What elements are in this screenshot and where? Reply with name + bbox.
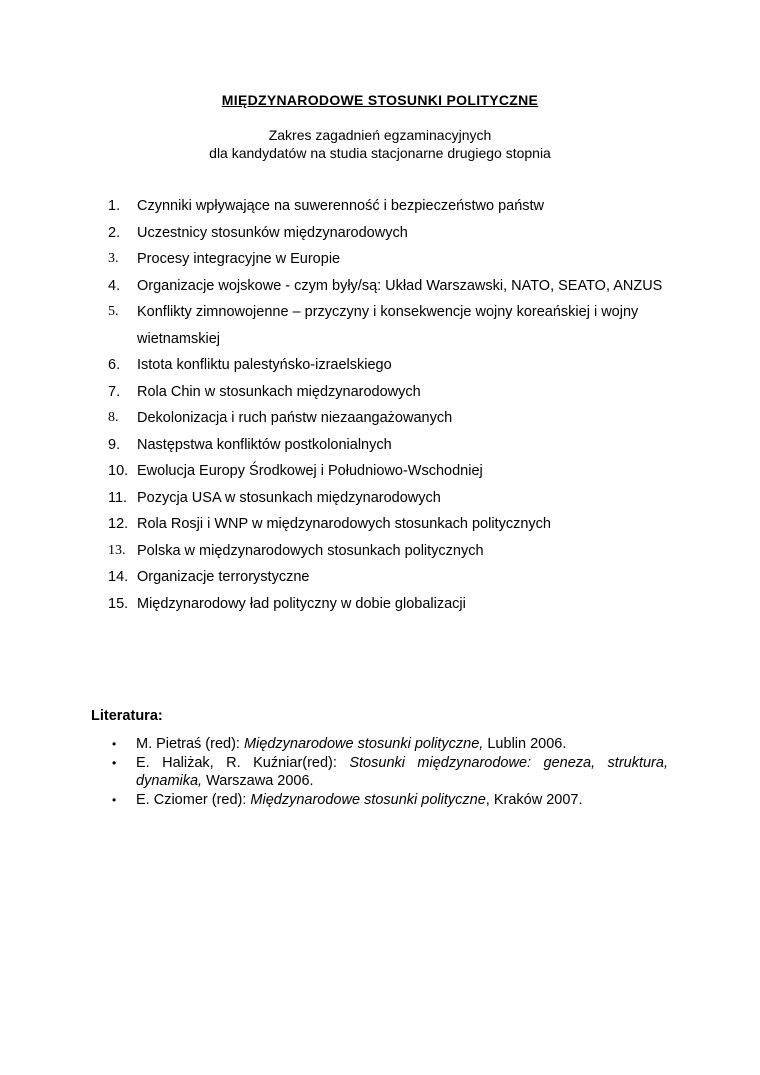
reference-publication: , Kraków 2007. [485, 792, 583, 808]
topic-item [108, 299, 683, 352]
topic-item [108, 591, 683, 618]
topic-item [108, 193, 683, 220]
reference-text [136, 791, 668, 809]
topic-number: 5. [108, 304, 119, 319]
topic-number: 14. [108, 569, 129, 585]
topic-item [108, 273, 683, 300]
topic-text: Ewolucja Europy Środkowej i Południowo-Wschodniej [137, 463, 483, 479]
topic-item [108, 405, 683, 432]
literature-item [112, 754, 668, 790]
topic-number: 6. [108, 357, 121, 373]
topic-number: 13. [108, 542, 126, 558]
topic-number: 15. [108, 595, 129, 612]
topic-item [108, 485, 683, 512]
topic-number: 10. [108, 463, 129, 479]
subtitle-line-1: Zakres zagadnień egzaminacyjnych [268, 127, 492, 143]
topic-text: Dekolonizacja i ruch państw niezaangażowanych [137, 410, 453, 426]
topic-item [108, 220, 683, 247]
topic-number: 4. [108, 277, 121, 294]
topic-item [108, 379, 683, 406]
topic-text: Procesy integracyjne w Europie [137, 251, 341, 267]
bullet-icon: • [112, 756, 117, 770]
topic-number: 1. [108, 198, 121, 214]
reference-author: M. Pietraś (red): [136, 736, 244, 752]
reference-author: E. Cziomer (red): [136, 792, 251, 808]
topic-text: Następstwa konfliktów postkolonialnych [137, 436, 392, 453]
reference-publication: Lublin 2006. [483, 736, 567, 752]
topic-text: Organizacje wojskowe - czym były/są: Układ Warszawski, NATO, SEATO, ANZUS [137, 277, 663, 294]
topic-number: 11. [108, 489, 128, 506]
topic-text: Międzynarodowy ład polityczny w dobie globalizacji [137, 595, 466, 612]
topic-item [108, 538, 683, 565]
topic-item [108, 511, 683, 538]
reference-author: E. Haliżak, R. Kuźniar(red): [136, 755, 350, 771]
topic-item [108, 352, 683, 379]
literature-item [112, 791, 668, 809]
reference-publication: Warszawa 2006. [202, 773, 314, 789]
topic-text: Rola Rosji i WNP w międzynarodowych stosunkach politycznych [137, 516, 551, 532]
document-title: MIĘDZYNARODOWE STOSUNKI POLITYCZNE [221, 92, 539, 108]
topic-number: 9. [108, 436, 121, 453]
reference-title: Międzynarodowe stosunki polityczne, [243, 736, 484, 752]
topic-item [108, 432, 683, 459]
literature-list [112, 735, 668, 810]
reference-text [136, 754, 668, 790]
bullet-icon: • [112, 737, 117, 751]
document-subtitle [0, 126, 760, 162]
topic-text: Istota konfliktu palestyńsko-izraelskiego [137, 357, 392, 373]
topic-item [108, 246, 683, 273]
topic-text: Konflikty zimnowojenne – przyczyny i konsekwencje wojny koreańskiej i wojny wietnamskiej [137, 304, 639, 347]
topic-text: Pozycja USA w stosunkach międzynarodowych [137, 489, 441, 506]
topic-list [108, 193, 683, 617]
bullet-icon: • [112, 793, 117, 807]
topic-text: Czynniki wpływające na suwerenność i bezpieczeństwo państw [137, 198, 545, 214]
topic-item [108, 564, 683, 591]
topic-text: Polska w międzynarodowych stosunkach politycznych [137, 542, 484, 559]
topic-number: 2. [108, 224, 121, 241]
topic-text: Organizacje terrorystyczne [137, 569, 310, 585]
topic-number: 12. [108, 516, 129, 532]
reference-text [136, 735, 668, 753]
literature-item [112, 735, 668, 753]
topic-number: 8. [108, 410, 119, 425]
topic-text: Uczestnicy stosunków międzynarodowych [137, 224, 408, 241]
topic-text: Rola Chin w stosunkach międzynarodowych [137, 383, 421, 400]
reference-title: Międzynarodowe stosunki polityczne [250, 792, 486, 808]
literature-heading: Literatura: [91, 708, 163, 724]
topic-number: 7. [108, 383, 121, 400]
topic-number: 3. [108, 251, 119, 266]
topic-item [108, 458, 683, 485]
subtitle-line-2: dla kandydatów na studia stacjonarne drugiego stopnia [209, 145, 551, 161]
reference-title: Stosunki międzynarodowe: geneza, struktura, dynamika, [136, 755, 668, 789]
